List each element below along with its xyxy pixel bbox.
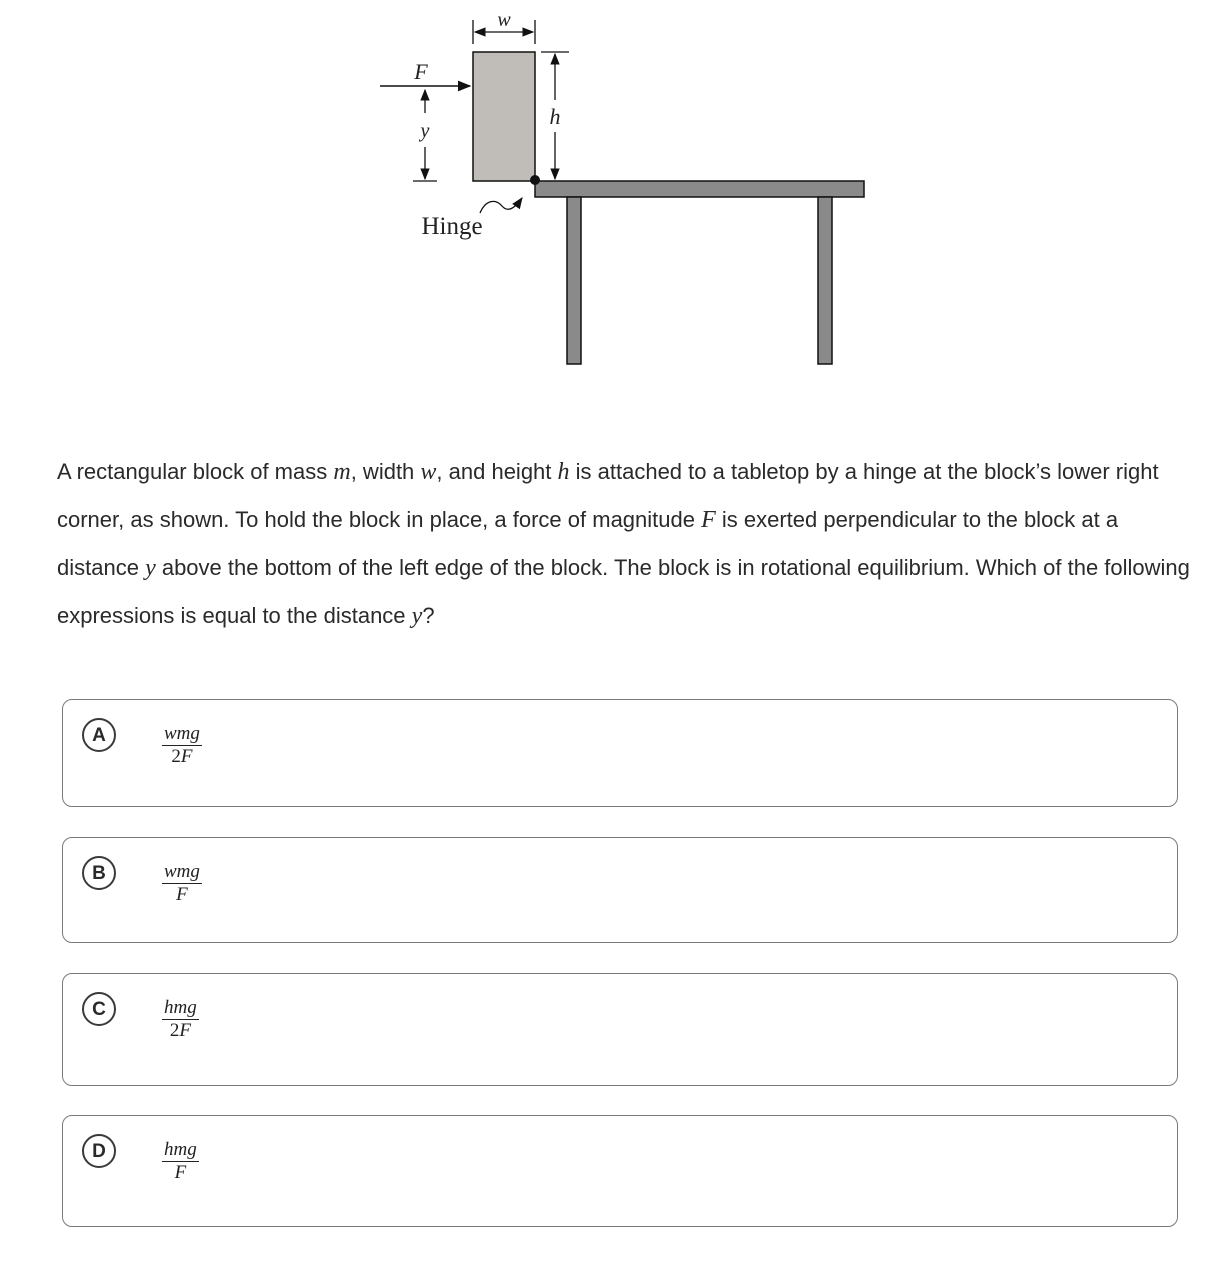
- hinge: [421, 175, 540, 240]
- question-text: A rectangular block of mass m, width w, and height h is attached to a tabletop by a hinge at the block’s lower right corner, as shown. To hold the block in place, a force of magnitude F is exerted perpendicular to the block at a distance y above the bottom of the left edge of the block. The block is in rotational equilibrium. Which of the following expressions is equal to the distance y?: [57, 459, 1190, 629]
- choice-letter-badge: C: [82, 992, 116, 1026]
- block: [473, 52, 535, 181]
- choice-expression: wmg F: [164, 861, 200, 906]
- choice-expression: hmg 2F: [164, 997, 197, 1042]
- choice-letter-badge: D: [82, 1134, 116, 1168]
- answer-choice-a[interactable]: [62, 699, 1178, 807]
- answer-choice-d[interactable]: [62, 1115, 1178, 1227]
- answer-choice-c[interactable]: [62, 973, 1178, 1086]
- y-dimension: [413, 90, 437, 181]
- y-label: y: [420, 120, 430, 142]
- choice-letter-badge: A: [82, 718, 116, 752]
- force-label: F: [414, 59, 428, 84]
- table: [535, 181, 864, 364]
- choice-letter-badge: B: [82, 856, 116, 890]
- choice-expression: wmg 2F: [164, 723, 200, 768]
- width-label: w: [497, 9, 511, 31]
- hinge-label: Hinge: [421, 213, 483, 240]
- height-dimension: [541, 52, 569, 179]
- answer-choice-b[interactable]: [62, 837, 1178, 943]
- physics-diagram: [0, 0, 1229, 380]
- force-arrow: [380, 59, 470, 86]
- choice-expression: hmg F: [164, 1139, 197, 1184]
- width-dimension: [473, 9, 535, 44]
- height-label: h: [549, 104, 561, 129]
